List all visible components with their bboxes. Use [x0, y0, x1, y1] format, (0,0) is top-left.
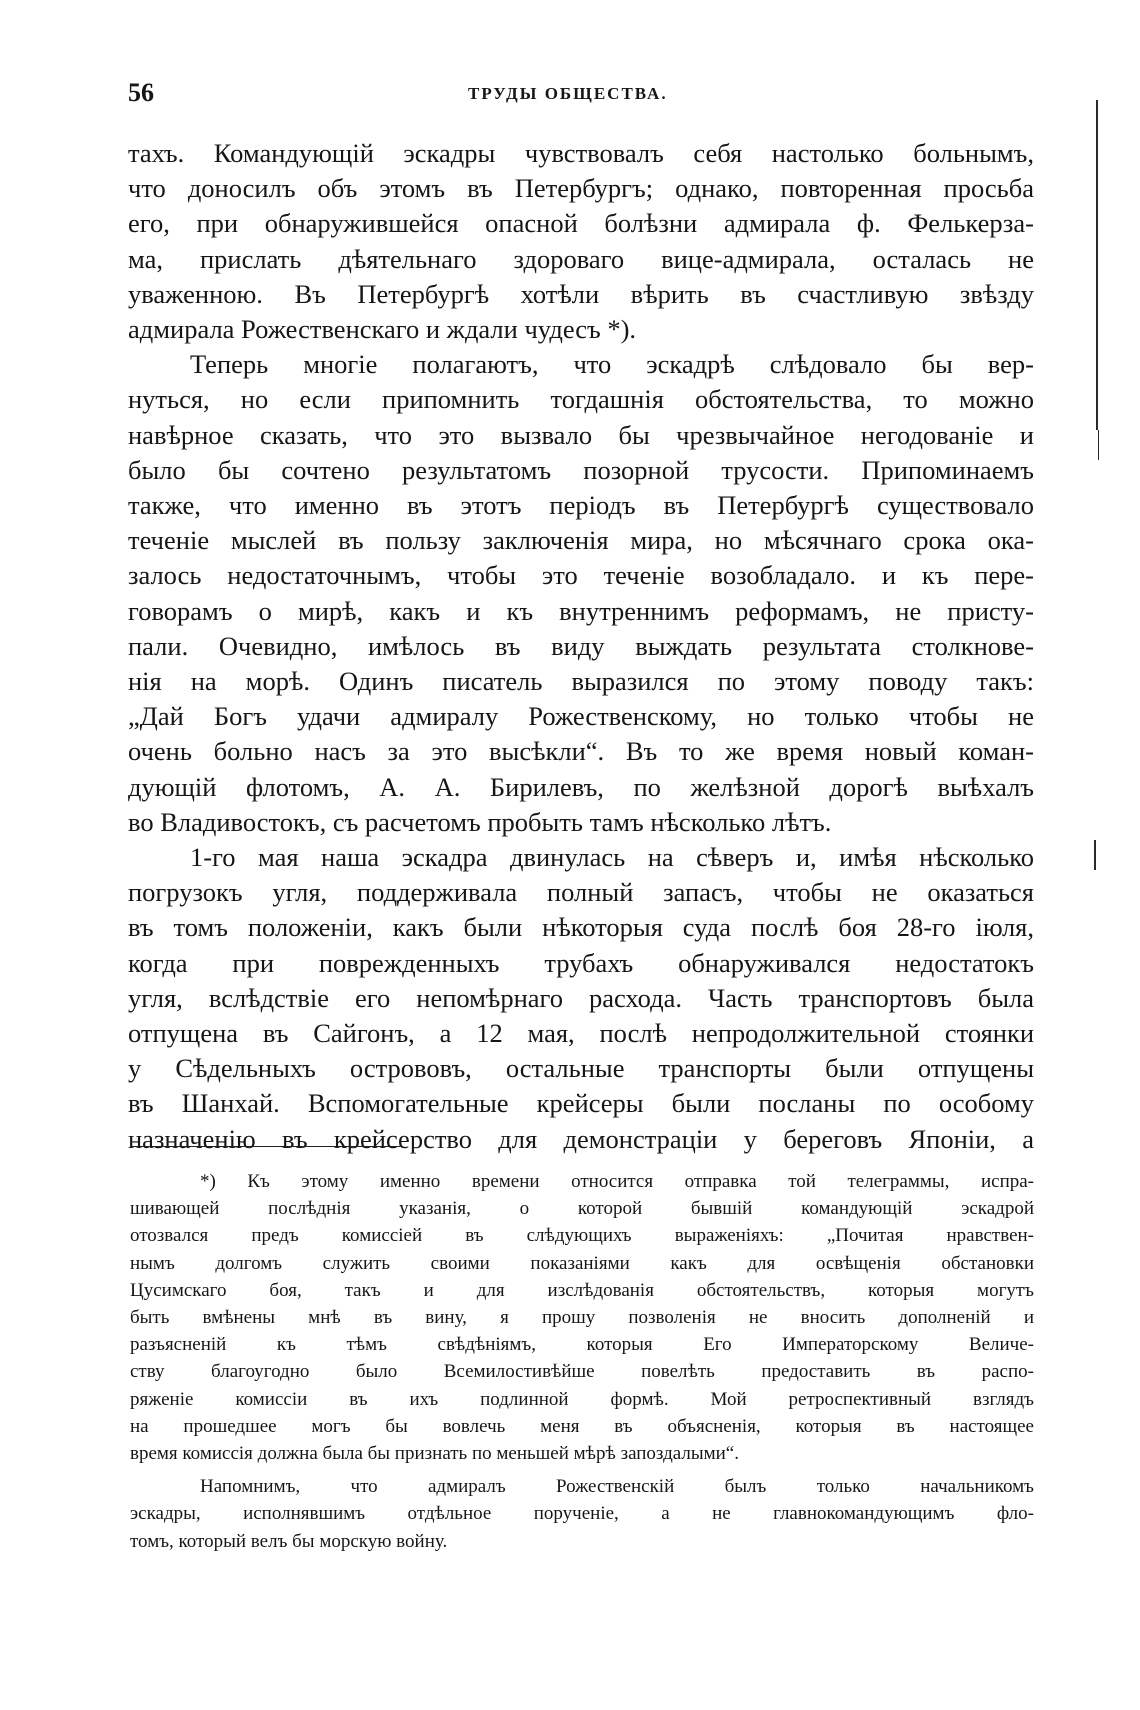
footnote-line: нымъ долгомъ служить своими показаніями какъ для освѣщенія обстановки — [130, 1252, 1034, 1274]
text-line: когда при поврежденныхъ трубахъ обнаруживался недостатокъ — [128, 947, 1034, 978]
text-line: было бы сочтено результатомъ позорной трусости. Припоминаемъ — [128, 454, 1034, 485]
text-line: говорамъ о мирѣ, какъ и къ внутреннимъ реформамъ, не присту- — [128, 595, 1034, 626]
footnote-line: томъ, который велъ бы морскую войну. — [130, 1530, 448, 1552]
text-line: тахъ. Командующій эскадры чувствовалъ себя настолько больнымъ, — [128, 138, 1034, 168]
footnote-line: *) Къ этому именно времени относится отправка той телеграммы, испра- — [200, 1171, 1034, 1192]
footnote-line: разъясненій къ тѣмъ свѣдѣніямъ, которыя Его Императорскому Величе- — [130, 1334, 1034, 1356]
margin-scan-mark — [1094, 840, 1096, 870]
footnote-line: ряженіе комиссіи въ ихъ подлинной формѣ. Мой ретроспективный взглядъ — [130, 1388, 1034, 1410]
footnote-line: Напомнимъ, что адмиралъ Рожественскій былъ только начальникомъ — [200, 1476, 1034, 1498]
text-line: очень больно насъ за это высѣкли“. Въ то же время новый коман- — [128, 736, 1034, 767]
text-line: нія на морѣ. Одинъ писатель выразился по этому поводу такъ: — [128, 666, 1034, 697]
margin-scan-line — [1098, 430, 1099, 460]
page-header — [128, 78, 1034, 110]
text-line: нуться, но если припомнить тогдашнія обстоятельства, то можно — [128, 384, 1034, 415]
text-line: у Сѣдельныхъ острововъ, остальные транспорты были отпущены — [128, 1053, 1034, 1084]
text-line: назначенію въ крейсерство для демонстраціи у береговъ Японіи, а — [128, 1123, 1034, 1154]
text-line: во Владивостокъ, съ расчетомъ пробыть тамъ нѣсколько лѣтъ. — [128, 806, 832, 837]
text-line: также, что именно въ этотъ періодъ въ Петербургѣ существовало — [128, 490, 1034, 521]
text-line: его, при обнаружившейся опасной болѣзни адмирала ф. Фелькерза- — [128, 208, 1034, 239]
page-number: 56 — [128, 78, 154, 107]
text-line: отпущена въ Сайгонъ, а 12 мая, послѣ непродолжительной стоянки — [128, 1018, 1034, 1049]
margin-scan-line — [1096, 100, 1098, 430]
text-line: 1-го мая наша эскадра двинулась на сѣверъ и, имѣя нѣсколько — [190, 842, 1034, 873]
footnote-line: Цусимскаго боя, такъ и для изслѣдованія обстоятельствъ, которыя могутъ — [130, 1279, 1034, 1301]
footnote-line: на прошедшее могъ бы вовлечь меня въ объясненія, которыя въ настоящее — [130, 1415, 1034, 1437]
text-line: адмирала Рожественскаго и ждали чудесъ *). — [128, 314, 637, 345]
footnote-line: шивающей послѣднія указанія, о которой бывшій командующій эскадрой — [130, 1198, 1034, 1220]
text-line: уваженною. Въ Петербургѣ хотѣли вѣрить въ счастливую звѣзду — [128, 278, 1034, 309]
footnote — [130, 1168, 1034, 1555]
footnote-line: время комиссія должна была бы признать по меньшей мѣрѣ запоздалыми“. — [130, 1443, 739, 1465]
footnote-line: быть вмѣнены мнѣ въ вину, я прошу позволенія не вносить дополненій и — [130, 1307, 1034, 1329]
text-line: залось недостаточнымъ, чтобы это теченіе возобладало. и къ пере- — [128, 560, 1034, 591]
footnote-line: отозвался предъ комиссіей въ слѣдующихъ выраженіяхъ: „Почитая нравствен- — [130, 1225, 1034, 1247]
text-line: погрузокъ угля, поддерживала полный запасъ, чтобы не оказаться — [128, 877, 1034, 908]
text-line: что доносилъ объ этомъ въ Петербургъ; однако, повторенная просьба — [128, 173, 1034, 204]
text-line: навѣрное сказать, что это вызвало бы чрезвычайное негодованіе и — [128, 419, 1034, 450]
running-title: ТРУДЫ ОБЩЕСТВА. — [468, 84, 668, 103]
text-line: Теперь многіе полагаютъ, что эскадрѣ слѣдовало бы вер- — [190, 349, 1034, 380]
text-line: теченіе мыслей въ пользу заключенія мира, но мѣсячнаго срока ока- — [128, 525, 1034, 556]
text-line: въ Шанхай. Вспомогательные крейсеры были посланы по особому — [128, 1088, 1034, 1119]
text-line: въ томъ положеніи, какъ были нѣкоторыя суда послѣ боя 28-го іюля, — [128, 912, 1034, 943]
text-line: пали. Очевидно, имѣлось въ виду выждать результата столкнове- — [128, 630, 1034, 661]
footnote-line: эскадры, исполнявшимъ отдѣльное порученіе, а не главнокомандующимъ фло- — [130, 1503, 1034, 1525]
footnote-line: ству благоугодно было Всемилостивѣйше повелѣть предоставить въ распо- — [130, 1361, 1034, 1383]
footnote-divider — [130, 1146, 400, 1147]
main-text — [128, 136, 1034, 1157]
text-line: ма, прислать дѣятельнаго здороваго вице-адмирала, осталась не — [128, 243, 1034, 274]
text-line: дующій флотомъ, А. А. Бирилевъ, по желѣзной дорогѣ выѣхалъ — [128, 771, 1034, 802]
text-line: угля, вслѣдствіе его непомѣрнаго расхода. Часть транспортовъ была — [128, 982, 1034, 1013]
text-line: „Дай Богъ удачи адмиралу Рожественскому, но только чтобы не — [128, 701, 1034, 732]
